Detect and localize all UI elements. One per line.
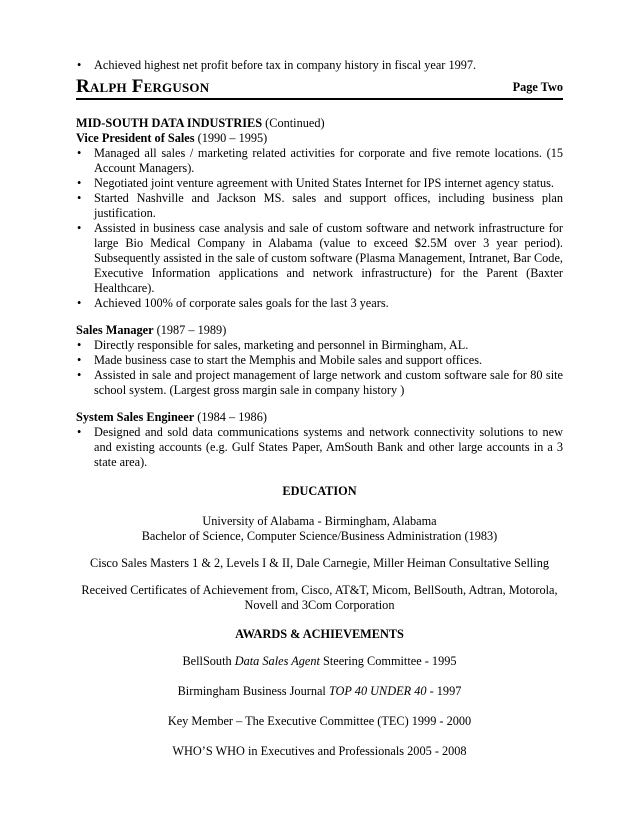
top-bullet-list	[76, 58, 563, 73]
award-item: WHO’S WHO in Executives and Professionals 2005 - 2008	[172, 744, 467, 758]
role-dates: (1990 – 1995)	[197, 131, 268, 145]
award-text: BellSouth	[182, 654, 235, 668]
award-text-italic: Data Sales Agent	[234, 654, 320, 668]
role-title: Vice President of Sales	[76, 131, 195, 145]
spacer	[76, 398, 563, 410]
degree: Bachelor of Science, Computer Science/Business Administration (1983)	[141, 529, 498, 543]
education-block	[76, 514, 563, 544]
list-item: • Started Nashville and Jackson MS. sales and support offices, including business plan justification.	[76, 191, 563, 221]
company-name: MID-SOUTH DATA INDUSTRIES	[76, 116, 263, 130]
list-item: • Managed all sales / marketing related activities for corporate and five remote locations. (15 Account Managers).	[76, 146, 563, 176]
role-bullets	[76, 146, 563, 311]
award-item	[76, 654, 563, 669]
list-item: • Designed and sold data communications systems and network connectivity solutions to new and existing accounts (e.g. Gulf States Paper, AmSouth Bank and other large accounts in a 3 state area).	[76, 425, 563, 470]
role-title-line	[76, 131, 563, 146]
role-bullets	[76, 338, 563, 398]
role-dates: (1984 – 1986)	[197, 410, 267, 424]
list-item: • Achieved 100% of corporate sales goals for the last 3 years.	[76, 296, 563, 311]
award-text-italic: TOP 40 UNDER 40	[328, 684, 427, 698]
list-item: • Made business case to start the Memphis and Mobile sales and support offices.	[76, 353, 563, 368]
university: University of Alabama - Birmingham, Alabama	[202, 514, 437, 528]
candidate-name: Ralph Ferguson	[76, 76, 210, 97]
training: Cisco Sales Masters 1 & 2, Levels I & II, Dale Carnegie, Miller Heiman Consultative Selling	[90, 556, 549, 570]
list-item: • Achieved highest net profit before tax in company history in fiscal year 1997.	[76, 58, 563, 73]
resume-page	[76, 58, 563, 759]
role-title-line	[76, 323, 563, 338]
list-item: • Negotiated joint venture agreement with United States Internet for IPS internet agency status.	[76, 176, 563, 191]
certificates-line: Received Certificates of Achievement from, Cisco, AT&T, Micom, BellSouth, Adtran, Motorola,	[81, 583, 558, 597]
award-item: Key Member – The Executive Committee (TEC) 1999 - 2000	[167, 714, 472, 728]
certificates	[76, 583, 563, 613]
role-bullets	[76, 425, 563, 470]
page-number: Page Two	[512, 80, 563, 94]
award-text: Steering Committee - 1995	[319, 654, 457, 668]
role-title-line	[76, 410, 563, 425]
education-heading: EDUCATION	[282, 484, 357, 498]
role-title: Sales Manager	[76, 323, 154, 337]
awards-heading: AWARDS & ACHIEVEMENTS	[235, 627, 404, 641]
spacer	[76, 311, 563, 323]
company-note: (Continued)	[265, 116, 325, 130]
company-heading	[76, 116, 563, 131]
page-header	[76, 77, 563, 100]
list-item: • Assisted in sale and project management of large network and custom software sale for 80 site school system. (Largest gross margin sale in company history )	[76, 368, 563, 398]
award-text: Birmingham Business Journal	[177, 684, 329, 698]
list-item: • Directly responsible for sales, marketing and personnel in Birmingham, AL.	[76, 338, 563, 353]
award-text: - 1997	[426, 684, 462, 698]
role-title: System Sales Engineer	[76, 410, 195, 424]
certificates-line: Novell and 3Com Corporation	[244, 598, 395, 612]
award-item	[76, 684, 563, 699]
role-dates: (1987 – 1989)	[156, 323, 227, 337]
list-item: • Assisted in business case analysis and sale of custom software and network infrastructure for large Bio Medical Company in Alabama (value to exceed $2.5M over 3 year period). Subsequently assisted in the sale of custom software (Plasma Management, Intranet, Bar Code, Executive Information applications and network infrastructure) for the Parent (Baxter Healthcare).	[76, 221, 563, 296]
